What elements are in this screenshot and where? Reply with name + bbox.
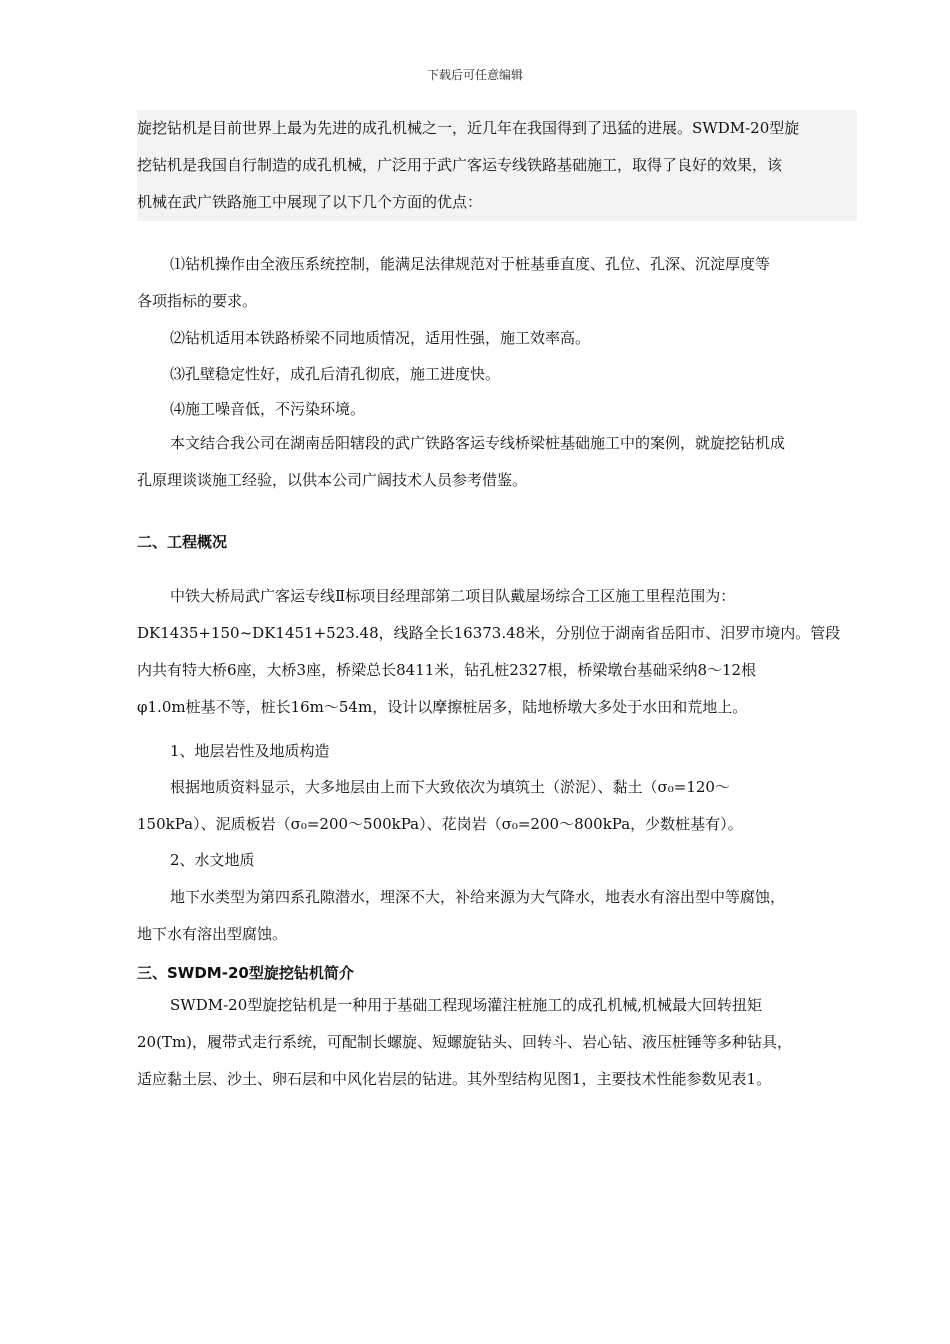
section-2-title: 二、工程概况 bbox=[137, 533, 228, 551]
advantage-item-2: ⑵钻机适用本铁路桥梁不同地质情况，适用性强，施工效率高。 bbox=[170, 329, 591, 347]
advantage-item-1: ⑴钻机操作由全液压系统控制，能满足法律规范对于桩基垂直度、孔位、孔深、沉淀厚度等 各项指标的要求。 bbox=[137, 255, 771, 310]
intro-line: 挖钻机是我国自行制造的成孔机械，广泛用于武广客运专线铁路基础施工，取得了良好的效果，该 bbox=[137, 156, 783, 174]
section-3-title: 三、SWDM-20型旋挖钻机简介 bbox=[137, 964, 354, 982]
intro-line: 机械在武广铁路施工中展现了以下几个方面的优点： bbox=[137, 193, 483, 211]
geology-paragraph: 根据地质资料显示，大多地层由上而下大致依次为填筑土（淤泥）、黏土（σ₀=120～ 150kPa）、泥质板岩（σ₀=200～500kPa）、花岗岩（σ₀=200～800kPa，少数桩基有）。 bbox=[137, 778, 743, 833]
hydrology-paragraph: 地下水类型为第四系孔隙潜水，埋深不大，补给来源为大气降水，地表水有溶出型中等腐蚀， 地下水有溶出型腐蚀。 bbox=[137, 888, 786, 943]
page-header: 下载后可任意编辑 bbox=[426, 68, 523, 82]
intro-line: 旋挖钻机是目前世界上最为先进的成孔机械之一，近几年在我国得到了迅猛的进展。SWDM-20型旋 bbox=[137, 119, 800, 137]
advantage-item-4: ⑷施工噪音低，不污染环境。 bbox=[170, 400, 366, 418]
summary-paragraph: 本文结合我公司在湖南岳阳辖段的武广铁路客运专线桥梁桩基础施工中的案例，就旋挖钻机成 孔原理谈谈施工经验，以供本公司广阔技术人员参考借鉴。 bbox=[137, 434, 786, 489]
subsection-hydrology-title: 2、水文地质 bbox=[170, 851, 255, 869]
subsection-geology-title: 1、地层岩性及地质构造 bbox=[170, 742, 330, 760]
intro-paragraph bbox=[137, 110, 857, 221]
drill-intro-paragraph: SWDM-20型旋挖钻机是一种用于基础工程现场灌注桩施工的成孔机械,机械最大回转扭矩 20(Tm)，履带式走行系统，可配制长螺旋、短螺旋钻头、回转斗、岩心钻、液压桩锤等多种钻具， 适应黏土层、沙土、卵石层和中风化岩层的钻进。其外型结构见图1，主要技术性能参数见表1。 bbox=[137, 996, 793, 1088]
advantage-item-3: ⑶孔壁稳定性好，成孔后清孔彻底，施工进度快。 bbox=[170, 365, 501, 383]
project-overview-paragraph: 中铁大桥局武广客运专线Ⅱ标项目经理部第二项目队戴屋场综合工区施工里程范围为： DK1435+150~DK1451+523.48，线路全长16373.48米，分别位于湖南省岳阳市、汨罗市境内。管段 内共有特大桥6座，大桥3座，桥梁总长8411米，钻孔桩2327根，桥梁墩台基础采纳8～12根 φ1.0m桩基不等，桩长16m～54m，设计以摩擦桩居多，陆地桥墩大多处于水田和荒地上。 bbox=[137, 587, 841, 716]
